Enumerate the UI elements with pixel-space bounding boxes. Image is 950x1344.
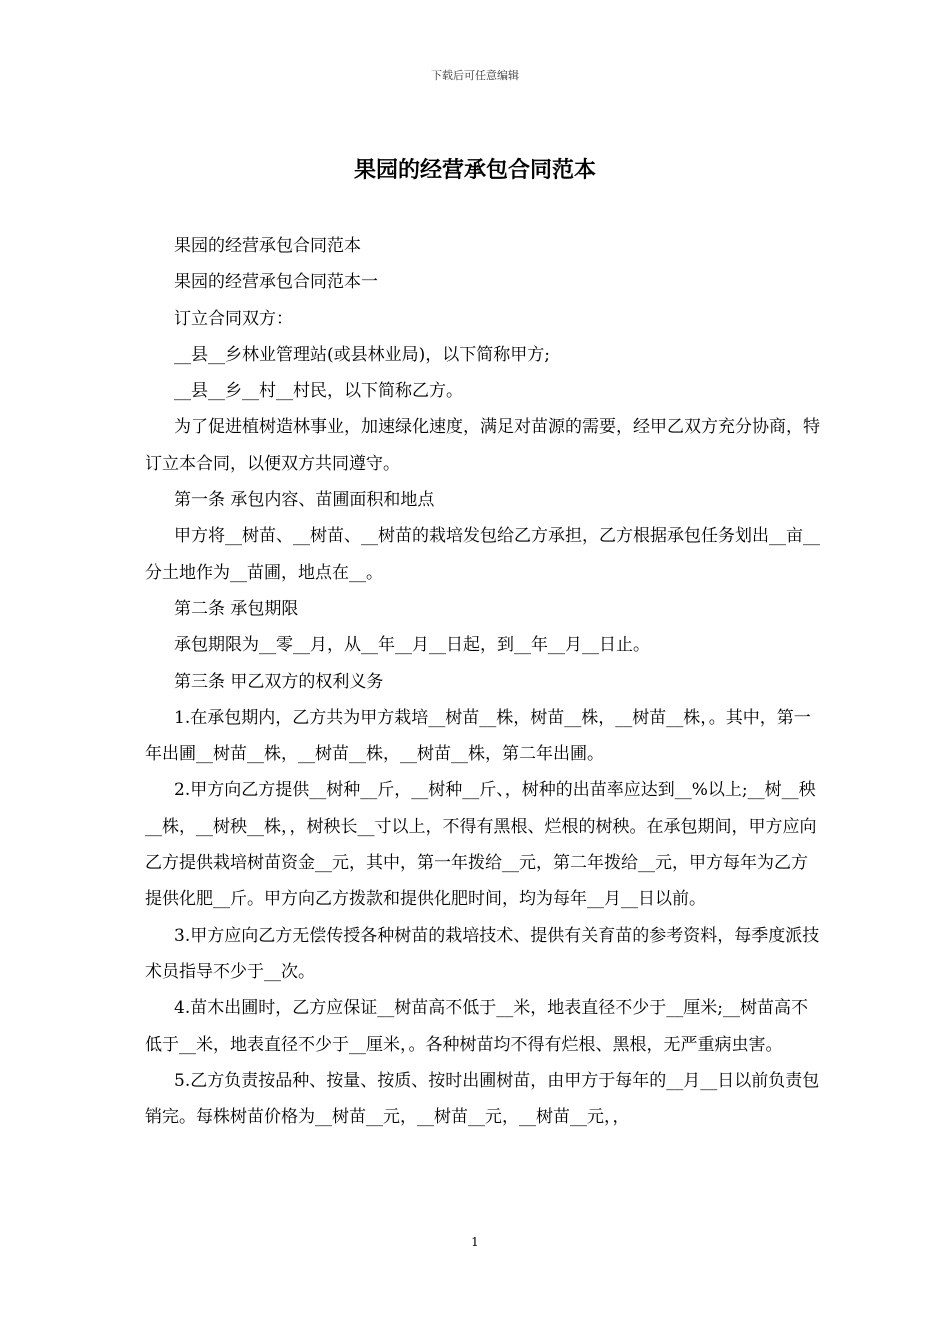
article-3-item-2: 2.甲方向乙方提供__树种__斤，__树种__斤、，树种的出苗率应达到__%以上;__树__秧__株，__树秧__株，，树秧长__寸以上，不得有黑根、烂根的树秧。在承包期间，甲方应向乙方提供栽培树苗资金__元，其中，第一年拨给__元，第二年拨给__元，甲方每年为乙方提供化肥__斤。甲方向乙方拨款和提供化肥时间，均为每年__月__日以前。 xyxy=(145,780,817,910)
article-3-heading: 第三条 甲乙双方的权利义务 xyxy=(174,671,384,692)
article-1-heading: 第一条 承包内容、苗圃面积和地点 xyxy=(174,490,435,511)
document-body xyxy=(145,228,821,1135)
paragraph-purpose: 为了促进植树造林事业，加速绿化速度，满足对苗源的需要，经甲乙双方充分协商，特订立本合同，以便双方共同遵守。 xyxy=(145,417,820,474)
paragraph-subtitle: 果园的经营承包合同范本 xyxy=(174,236,361,256)
article-3-item-5: 5.乙方负责按品种、按量、按质、按时出圃树苗，由甲方于每年的__月__日以前负责包销完。每株树苗价格为__树苗__元，__树苗__元，__树苗__元，， xyxy=(145,1070,820,1128)
document-title: 果园的经营承包合同范本 xyxy=(353,157,596,183)
article-2-body: 承包期限为__零__月，从__年__月__日起，到__年__月__日止。 xyxy=(174,635,650,656)
paragraph-version: 果园的经营承包合同范本一 xyxy=(174,272,378,293)
page-number: 1 xyxy=(471,1235,479,1249)
header-note: 下载后可任意编辑 xyxy=(431,69,519,82)
article-3-item-3: 3.甲方应向乙方无偿传授各种树苗的栽培技术、提供有关育苗的参考资料，每季度派技术员指导不少于__次。 xyxy=(145,925,820,982)
article-1-body: 甲方将__树苗、__树苗、__树苗的栽培发包给乙方承担，乙方根据承包任务划出__亩__分土地作为__苗圃，地点在__。 xyxy=(145,526,820,583)
paragraph-parties-heading: 订立合同双方： xyxy=(174,308,293,329)
paragraph-party-b: __县__乡__村__村民，以下简称乙方。 xyxy=(174,381,463,402)
article-3-item-1: 1.在承包期内，乙方共为甲方栽培__树苗__株，树苗__株，__树苗__株，。其中，第一年出圃__树苗__株，__树苗__株，__树苗__株，第二年出圃。 xyxy=(145,707,811,765)
article-2-heading: 第二条 承包期限 xyxy=(174,598,299,619)
article-3-item-4: 4.苗木出圃时，乙方应保证__树苗高不低于__米，地表直径不少于__厘米;__树苗高不低于__米，地表直径不少于__厘米，。各种树苗均不得有烂根、黑根，无严重病虫害。 xyxy=(145,998,808,1055)
paragraph-party-a: __县__乡林业管理站(或县林业局)，以下简称甲方; xyxy=(174,344,550,365)
